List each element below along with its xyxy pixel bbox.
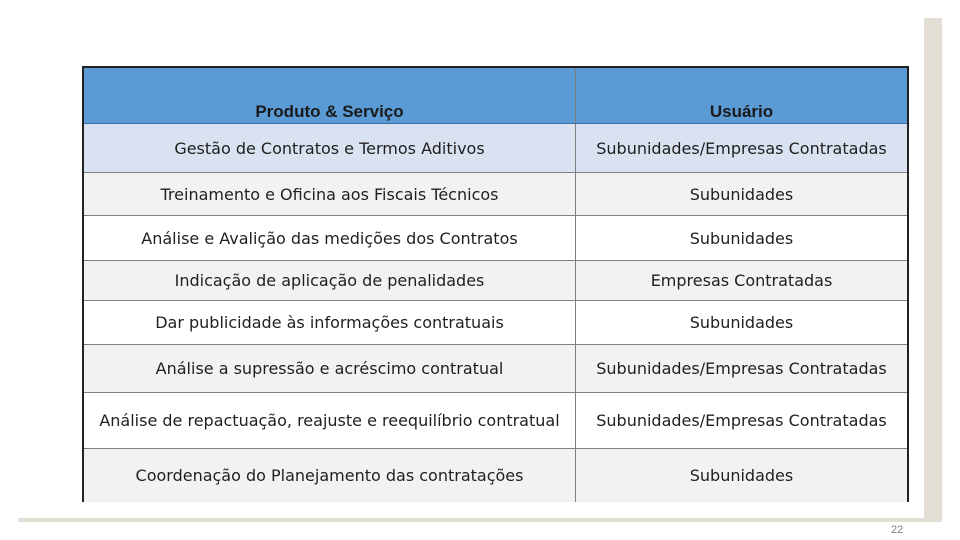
table-row-8-produto: Coordenação do Planejamento das contratações (84, 449, 576, 502)
table-row-6-usuario: Subunidades/Empresas Contratadas (576, 345, 907, 393)
table-row-6-produto: Análise a supressão e acréscimo contratual (84, 345, 576, 393)
table-row-1-produto: Gestão de Contratos e Termos Aditivos (84, 124, 576, 173)
header-produto: Produto & Serviço (84, 68, 576, 124)
slide-frame (18, 18, 942, 536)
services-table (82, 66, 909, 502)
table-row-5-usuario: Subunidades (576, 301, 907, 345)
table-row-4-usuario: Empresas Contratadas (576, 261, 907, 301)
table-row-8-usuario: Subunidades (576, 449, 907, 502)
table-row-1-usuario: Subunidades/Empresas Contratadas (576, 124, 907, 173)
table-row-7-produto: Análise de repactuação, reajuste e reequilíbrio contratual (84, 393, 576, 449)
table-row-3-produto: Análise e Avalição das medições dos Contratos (84, 216, 576, 261)
table-row-7-usuario: Subunidades/Empresas Contratadas (576, 393, 907, 449)
header-usuario: Usuário (576, 68, 907, 124)
page-number: 22 (891, 524, 904, 536)
table-row-5-produto: Dar publicidade às informações contratuais (84, 301, 576, 345)
table-row-2-usuario: Subunidades (576, 173, 907, 216)
table-row-2-produto: Treinamento e Oficina aos Fiscais Técnicos (84, 173, 576, 216)
table-row-4-produto: Indicação de aplicação de penalidades (84, 261, 576, 301)
slide-panel (18, 18, 924, 518)
table-row-3-usuario: Subunidades (576, 216, 907, 261)
